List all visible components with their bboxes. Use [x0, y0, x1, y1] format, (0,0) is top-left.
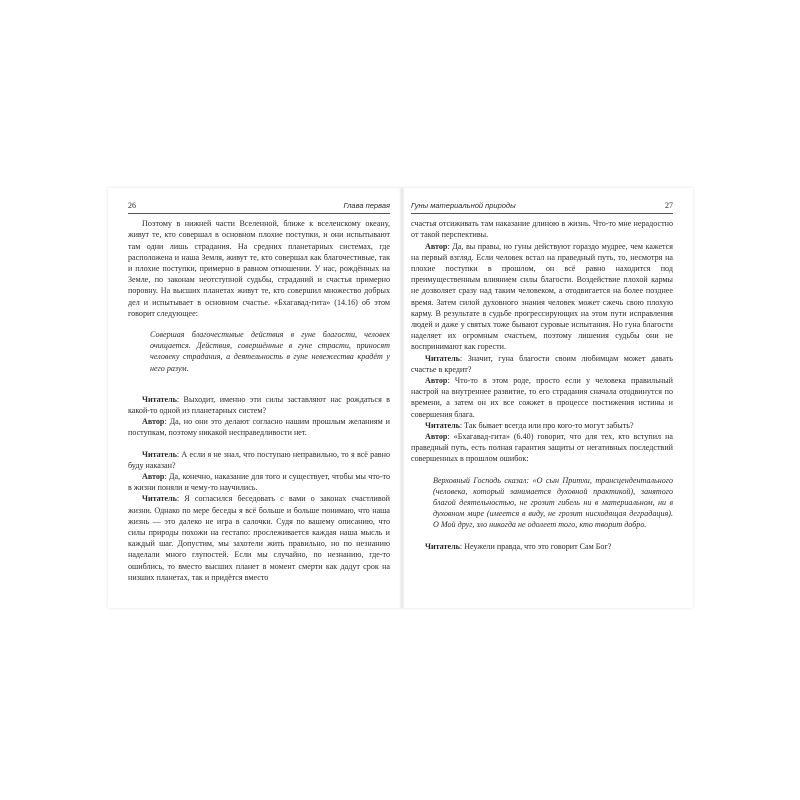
dialogue-text: : Что-то в этом роде, просто если у человека правильный настрой на внутреннее развитие, то его страдания сначала отодвинутся по времени, а затем он их все сожжет в процессе постижения истины и совершения блага.: [411, 376, 673, 419]
right-page-header: [411, 200, 673, 214]
speaker: Автор: [425, 376, 448, 386]
dialogue-text: : Значит, гуна благости своим любимцам может давать счастье в кредит?: [411, 353, 673, 374]
book-gutter: [399, 188, 405, 608]
left-running-head: Глава первая: [343, 201, 390, 210]
dialogue-text: : Неужели правда, что это говорит Сам Бог?: [459, 541, 612, 551]
speaker: Читатель: [142, 494, 177, 504]
paragraph: счастья отсиживать там наказание длиною в жизнь. Что-то мне нерадостно от такой перспективы.: [411, 219, 673, 240]
left-page-header: [128, 200, 390, 214]
dialogue-text: : Да, вы правы, но гуны действуют гораздо мудрее, чем кажется на первый взгляд. Если человек встал на праведный путь, то, несмотря на плохие поступки в прошлом, он всё равно находится под преимущественным влиянием силы благости. Воздействие плохой кармы не дозволяет сразу над таким человеком, а отодвигается на более позднее время. Затем силой духовного знания человек может сжечь свою плохую карму. В результате в судьбе прогрессирующих на этом пути исправления людей и даже у святых тоже бывают суровые испытания. Но гуна благости наделяет их огромным счастьем, поэтому лишения судьбы они не воспринимают как горести.: [411, 241, 673, 352]
dialogue-text: : Да, но они это делают согласно нашим прошлым желаниям и поступкам, поэтому никакой несправедливости нет.: [128, 417, 390, 438]
speaker: Автор: [142, 417, 165, 427]
right-page: [411, 200, 673, 600]
right-page-number: 27: [665, 201, 673, 210]
paragraph: Поэтому в нижней части Вселенной, ближе к вселенскому океану, живут те, кто совершал в основном плохие поступки, и они испытывают там одни лишь страдания. На средних планетарных системах, где расположена и наша Земля, живут те, кто совершал как благочестивые, так и плохие поступки, примерно в равном отношении. У нас, рождённых на Земле, по законам неотступной судьбы, страданий и счастья примерно поровну. На высших планетах живут те, кто совершил множество добрых дел и испытывает в основном счастье. «Бхагавад-гита» (14.16) об этом говорит следующее:: [128, 219, 390, 318]
dialogue-line: [411, 241, 673, 353]
dialogue-text: : А если я не знал, что поступаю неправильно, то я всё равно буду наказан?: [128, 449, 390, 470]
dialogue-line: [411, 541, 673, 552]
speaker: Автор: [142, 472, 165, 482]
dialogue-line: [128, 449, 390, 471]
dialogue-line: [411, 431, 673, 465]
right-running-head: Гуны материальной природы: [411, 201, 516, 210]
dialogue-text: : Так бывает всегда или про кого-то могут забыть?: [459, 420, 634, 430]
dialogue-text: : «Бхагавад-гита» (6.40) говорит, что для тех, кто вступил на праведный путь, есть полная гарантия защиты от негативных последствий совершенных в прошлом ошибок:: [411, 432, 673, 464]
dialogue-line: [411, 353, 673, 375]
dialogue-line: [128, 493, 390, 583]
dialogue-line: [128, 394, 390, 416]
scripture-quote: Верховный Господь сказал: «О сын Притхи, трансцендентального (человека, который занимается духовной практикой), занятого благой деятельностью, не грозит гибель ни в материальном, ни в духовном мире (имеется в виду, не грозит нисходящая деградация). О Мой друг, зло никогда не одолеет того, кто творит добро.: [433, 475, 673, 530]
speaker: Автор: [425, 241, 448, 251]
left-page-number: 26: [128, 201, 136, 210]
book-spread: [108, 188, 693, 608]
spacer: [128, 439, 390, 449]
speaker: Читатель: [425, 420, 460, 430]
dialogue-text: : Выходит, именно эти силы заставляют нас рождаться в какой-то одной из планетарных систем?: [128, 394, 390, 416]
dialogue-text: : Да, конечно, наказание для того и существует, чтобы мы что-то в жизни поняли и чему-то научились.: [128, 472, 390, 493]
dialogue-line: [128, 416, 390, 438]
left-page: [128, 200, 390, 600]
speaker: Автор: [425, 432, 448, 442]
speaker: Читатель: [425, 353, 460, 363]
scripture-quote: Совершая благочестивые действия в гуне благости, человек очищается. Действия, совершённые в гуне страсти, приносят человеку страдания, а деятельность в гуне невежества крадёт у него разум.: [150, 330, 390, 373]
speaker: Читатель: [425, 541, 460, 551]
speaker: Читатель: [142, 449, 177, 459]
dialogue-line: [411, 420, 673, 431]
speaker: Читатель: [142, 394, 177, 404]
dialogue-line: [128, 471, 390, 493]
spacer: [128, 384, 390, 394]
dialogue-text: : Я согласился беседовать с вами о законах счастливой жизни. Однако по мере беседы я всё больше и больше понимаю, что наша жизнь — это далеко не игра в салочки. Судя по вашему описанию, что силы природы похожи на гестапо: прослеживается каждая наша мысль и каждый шаг. Допустим, мы захотели жить правильно, но по незнанию наделали много глупостей. Если мы случайно, по незнанию, где-то ошиблись, то вместо высших планет в момент смерти как дадут срок на низших планетах, так и придётся вместо: [128, 494, 390, 582]
dialogue-line: [411, 375, 673, 420]
